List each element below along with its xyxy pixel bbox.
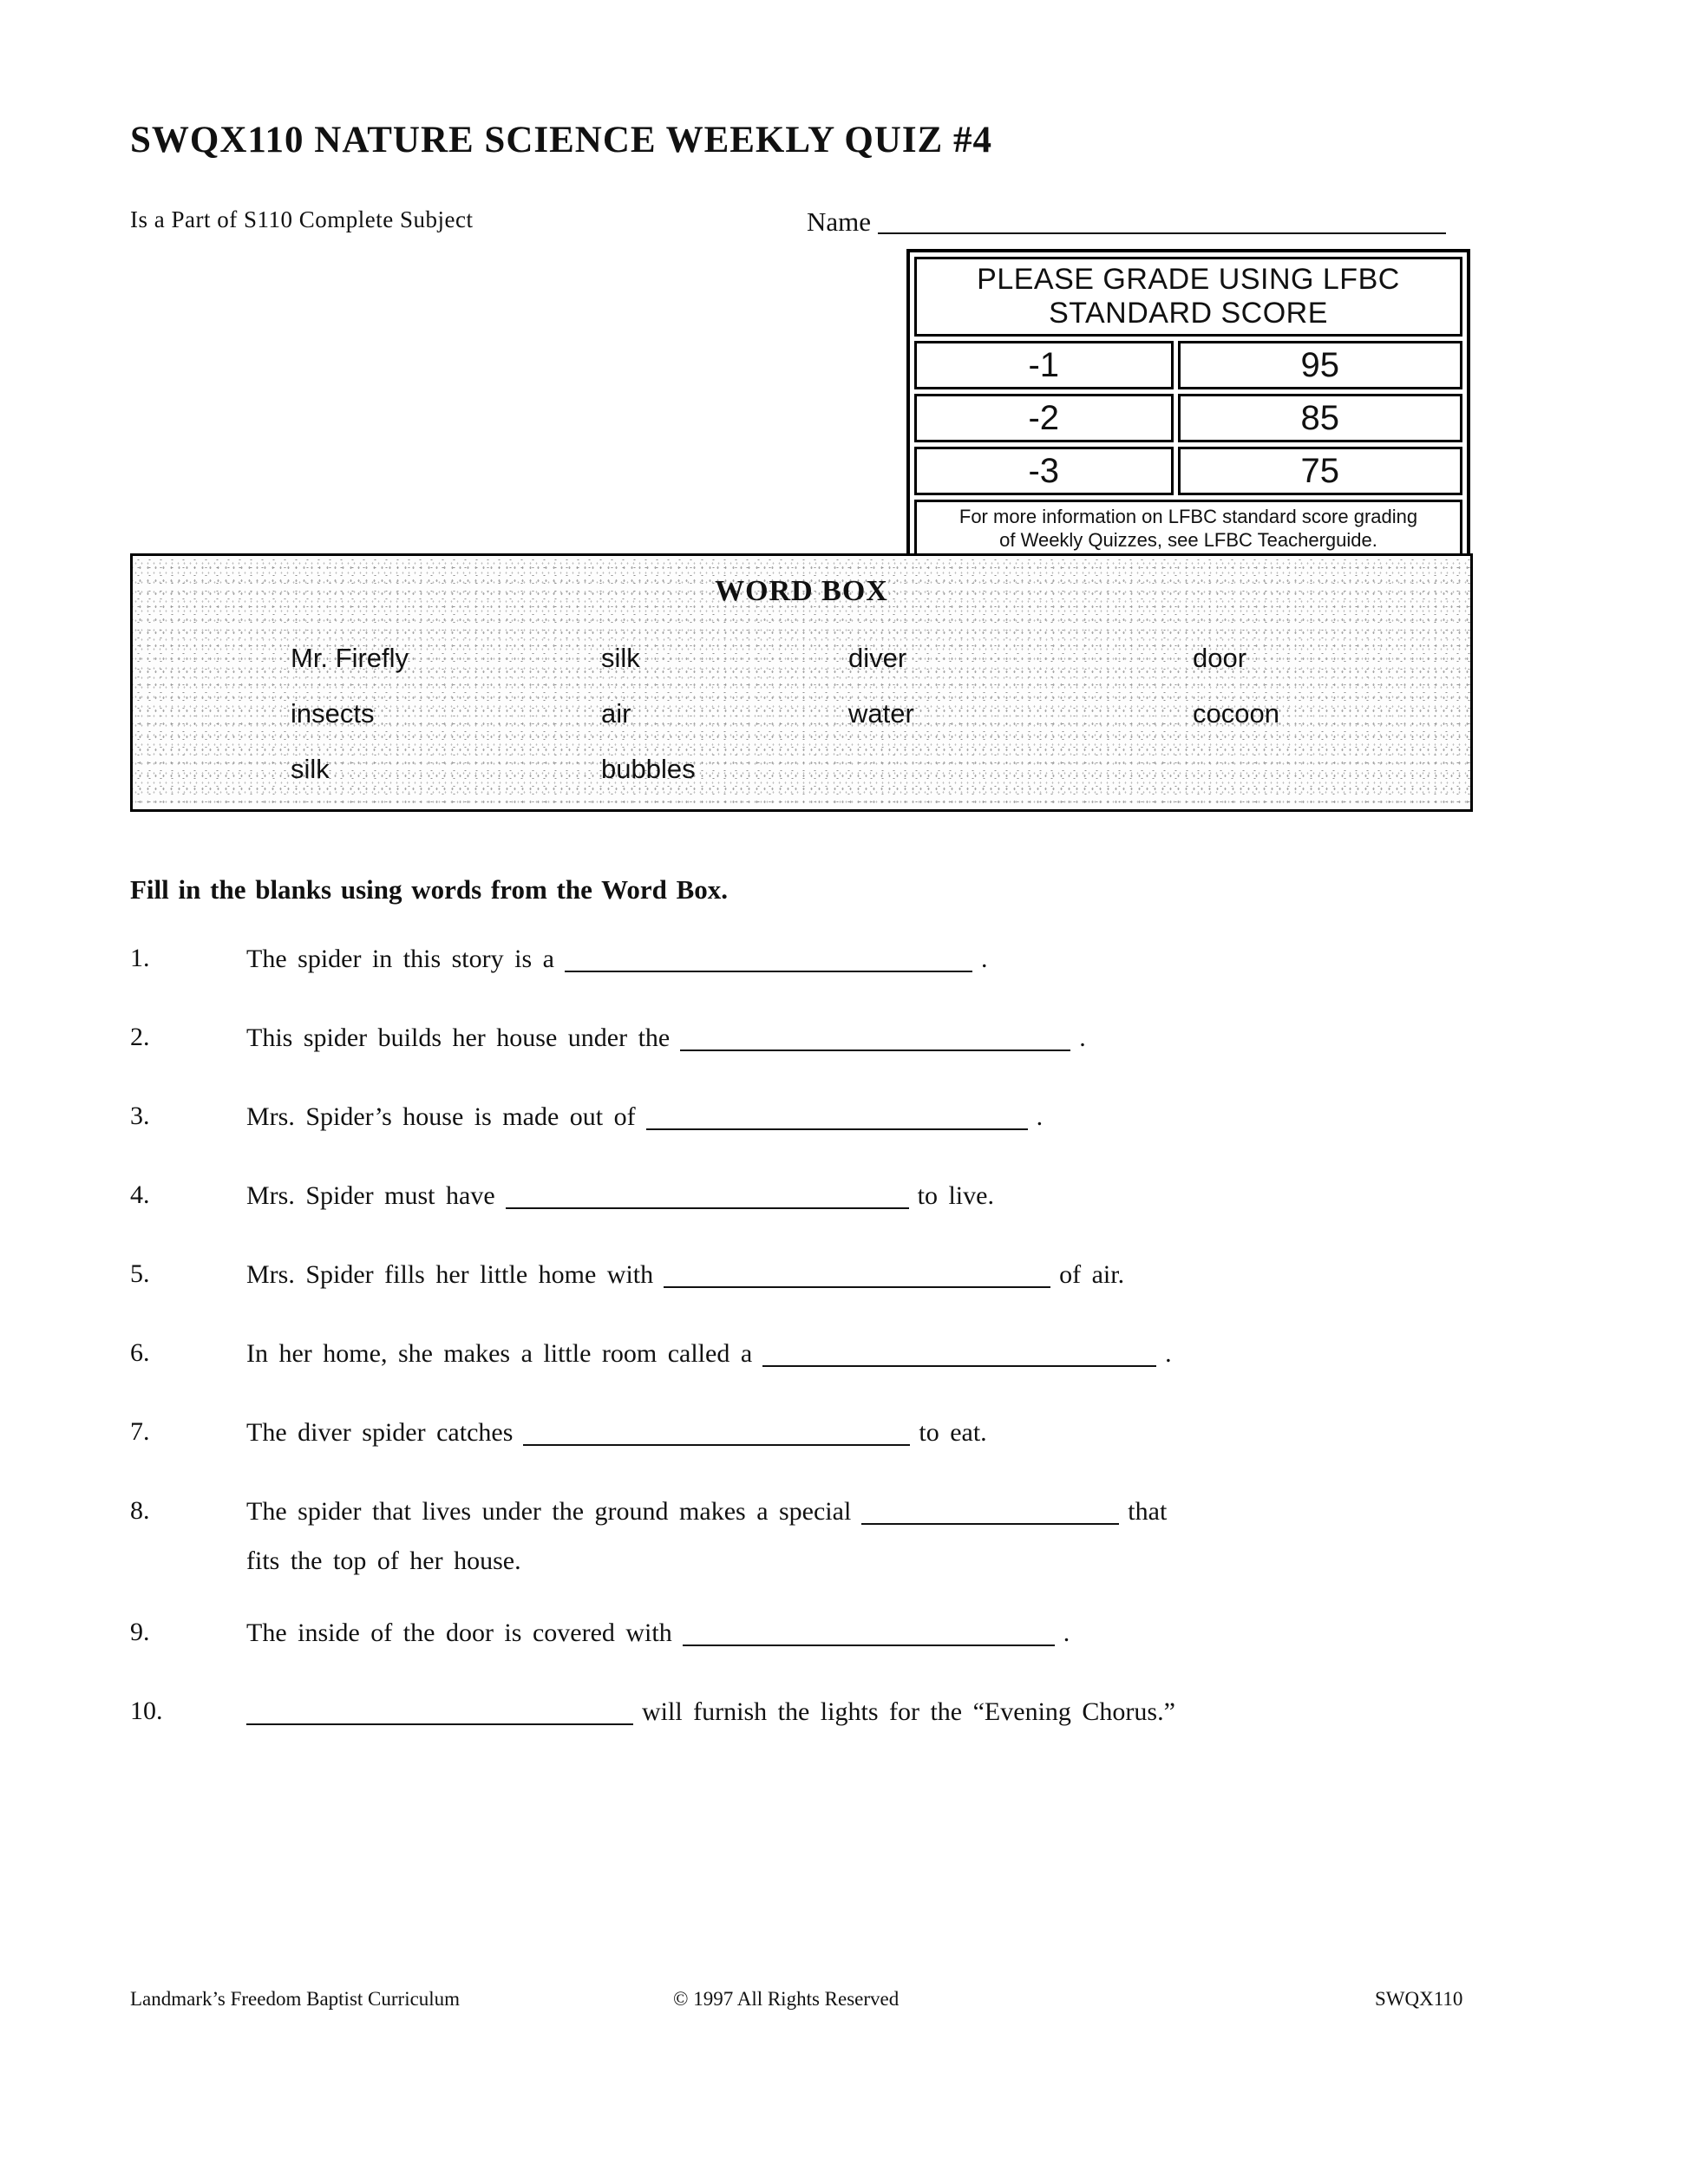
grade-table-header-line2: STANDARD SCORE — [1049, 297, 1328, 330]
question-text — [246, 1415, 1605, 1450]
question-7 — [130, 1415, 1605, 1450]
question-text — [246, 1615, 1605, 1651]
question-before: In her home, she makes a little room called a — [246, 1339, 753, 1368]
word-item: cocoon — [1193, 698, 1279, 729]
instructions-heading: Fill in the blanks using words from the Word Box. — [130, 874, 729, 905]
answer-blank[interactable] — [680, 1025, 1070, 1051]
grade-table-row — [914, 341, 1462, 389]
answer-blank[interactable] — [683, 1620, 1055, 1646]
question-number: 9. — [130, 1618, 150, 1646]
word-item — [848, 752, 1193, 786]
question-before: This spider builds her house under the — [246, 1023, 671, 1052]
question-text — [246, 1099, 1605, 1135]
question-before: The diver spider catches — [246, 1418, 514, 1447]
deduction-cell: -1 — [914, 341, 1174, 389]
grade-table-header-line1: PLEASE GRADE USING LFBC — [977, 263, 1400, 296]
question-after: that — [1128, 1497, 1168, 1526]
word-item: door — [1193, 643, 1247, 673]
answer-blank[interactable] — [506, 1183, 909, 1209]
question-text — [246, 1694, 1605, 1730]
question-after: . — [1079, 1023, 1086, 1052]
grade-table-row — [914, 394, 1462, 442]
question-text — [246, 1257, 1605, 1292]
question-number: 7. — [130, 1417, 150, 1446]
word-item: diver — [848, 643, 907, 673]
word-item: Mr. Firefly — [291, 643, 409, 673]
footnote-line1: For more information on LFBC standard score grading — [958, 506, 1418, 527]
question-text — [246, 1020, 1605, 1056]
question-before: The spider in this story is a — [246, 945, 554, 973]
word-item: water — [848, 698, 914, 729]
question-after: to live. — [917, 1181, 994, 1210]
question-text — [246, 1494, 1605, 1579]
name-row — [807, 201, 1475, 238]
answer-blank[interactable] — [523, 1420, 910, 1446]
question-after: . — [980, 945, 988, 973]
page-title: SWQX110 NATURE SCIENCE WEEKLY QUIZ #4 — [130, 120, 992, 160]
question-number: 10. — [130, 1697, 163, 1725]
question-text — [246, 1178, 1605, 1213]
question-text — [246, 1336, 1605, 1371]
question-10 — [130, 1694, 1605, 1730]
question-before: The spider that lives under the ground makes a special — [246, 1497, 852, 1526]
question-number: 8. — [130, 1496, 150, 1525]
word-box-grid — [133, 641, 1470, 786]
question-before: Mrs. Spider fills her little home with — [246, 1260, 654, 1289]
question-number: 4. — [130, 1180, 150, 1209]
score-cell: 95 — [1178, 341, 1462, 389]
question-8 — [130, 1494, 1605, 1579]
footer-code: SWQX110 — [1375, 1988, 1463, 2010]
answer-blank[interactable] — [762, 1341, 1156, 1367]
answer-blank[interactable] — [646, 1104, 1028, 1130]
question-before: Mrs. Spider’s house is made out of — [246, 1102, 636, 1131]
footer-publisher: Landmark’s Freedom Baptist Curriculum — [130, 1988, 461, 2010]
grade-table-header-cell — [914, 257, 1462, 337]
question-5 — [130, 1257, 1605, 1292]
question-9 — [130, 1615, 1605, 1651]
footnote-line2: of Weekly Quizzes, see LFBC Teacherguide. — [999, 529, 1377, 551]
word-item: air — [601, 698, 631, 729]
footer-copyright: © 1997 All Rights Reserved — [673, 1988, 900, 2010]
question-number: 5. — [130, 1259, 150, 1288]
answer-blank[interactable] — [565, 946, 972, 972]
question-line2: fits the top of her house. — [246, 1546, 521, 1575]
word-box — [130, 553, 1473, 812]
question-number: 1. — [130, 944, 150, 972]
word-box-title: WORD BOX — [715, 575, 888, 607]
answer-blank[interactable] — [861, 1499, 1119, 1525]
question-after: of air. — [1059, 1260, 1125, 1289]
answer-blank[interactable] — [664, 1262, 1050, 1288]
word-item — [1193, 752, 1470, 786]
question-number: 6. — [130, 1338, 150, 1367]
name-input-line[interactable] — [878, 205, 1446, 234]
question-3 — [130, 1099, 1605, 1135]
question-after: . — [1036, 1102, 1044, 1131]
subtitle: Is a Part of S110 Complete Subject — [130, 206, 474, 232]
grade-table-header-row — [914, 257, 1462, 337]
grade-table-footnote-row — [914, 500, 1462, 557]
word-item: silk — [601, 643, 640, 673]
grade-table — [906, 249, 1470, 565]
question-4 — [130, 1178, 1605, 1213]
question-number: 3. — [130, 1102, 150, 1130]
question-number: 2. — [130, 1023, 150, 1051]
question-after: will furnish the lights for the “Evening Chorus.” — [642, 1697, 1175, 1726]
answer-blank[interactable] — [246, 1699, 633, 1725]
question-after: . — [1063, 1618, 1070, 1647]
deduction-cell: -2 — [914, 394, 1174, 442]
question-after: . — [1165, 1339, 1172, 1368]
question-2 — [130, 1020, 1605, 1056]
question-1 — [130, 941, 1605, 977]
word-item: insects — [291, 698, 375, 729]
word-item: bubbles — [601, 754, 696, 784]
deduction-cell: -3 — [914, 447, 1174, 495]
score-cell: 75 — [1178, 447, 1462, 495]
question-6 — [130, 1336, 1605, 1371]
word-item: silk — [291, 754, 330, 784]
question-after: to eat. — [919, 1418, 987, 1447]
question-before: The inside of the door is covered with — [246, 1618, 672, 1647]
score-cell: 85 — [1178, 394, 1462, 442]
grade-table-row — [914, 447, 1462, 495]
name-label: Name — [807, 206, 872, 237]
question-before: Mrs. Spider must have — [246, 1181, 495, 1210]
question-text — [246, 941, 1605, 977]
grade-table-footnote-cell — [914, 500, 1462, 557]
